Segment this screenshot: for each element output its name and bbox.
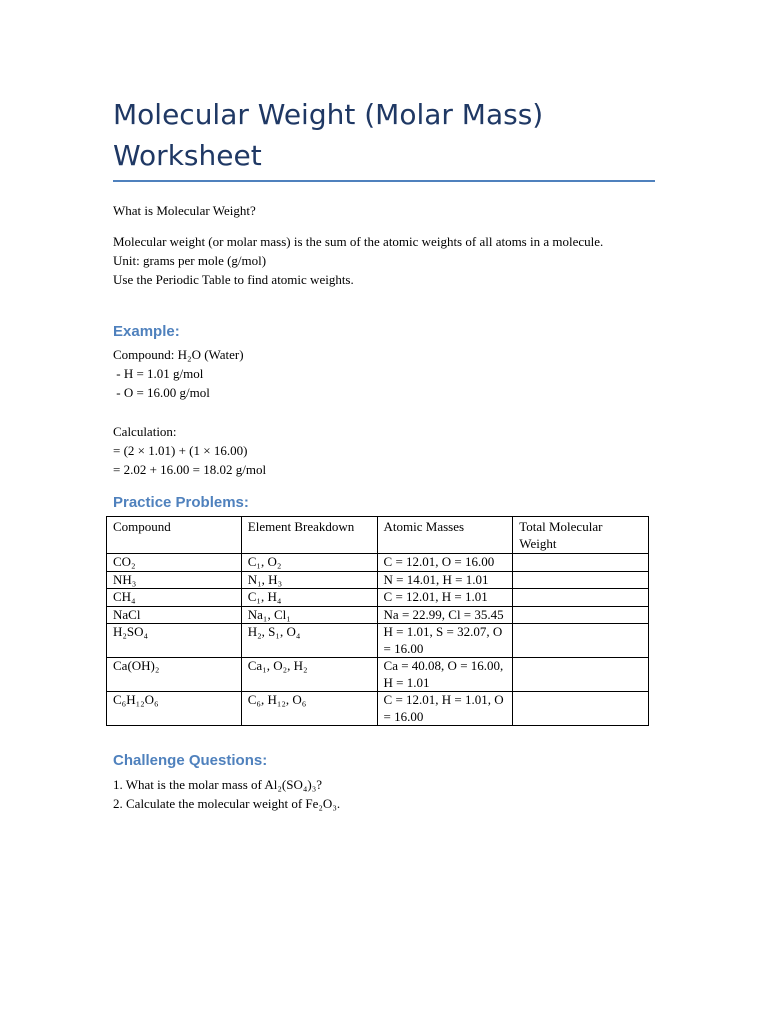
breakdown-cell: C₁, O₂ xyxy=(241,554,377,572)
masses-cell: N = 14.01, H = 1.01 xyxy=(377,571,513,589)
masses-cell: C = 12.01, H = 1.01, O = 16.00 xyxy=(377,692,513,726)
table-row xyxy=(107,589,649,607)
total-cell[interactable] xyxy=(513,606,649,624)
table-row xyxy=(107,658,649,692)
compound-cell: H₂SO₄ xyxy=(107,624,242,658)
compound-cell: NH₃ xyxy=(107,571,242,589)
practice-heading: Practice Problems: xyxy=(113,494,249,511)
masses-cell: Ca = 40.08, O = 16.00, H = 1.01 xyxy=(377,658,513,692)
example-block xyxy=(113,345,653,402)
example-heading: Example: xyxy=(113,323,180,340)
total-cell[interactable] xyxy=(513,571,649,589)
masses-cell: Na = 22.99, Cl = 35.45 xyxy=(377,606,513,624)
masses-cell: C = 12.01, H = 1.01 xyxy=(377,589,513,607)
column-header-compound: Compound xyxy=(107,517,242,554)
intro-line: Use the Periodic Table to find atomic weights. xyxy=(113,272,354,287)
breakdown-cell: C₆, H₁₂, O₆ xyxy=(241,692,377,726)
intro-line: Molecular weight (or molar mass) is the sum of the atomic weights of all atoms in a molecule. xyxy=(113,234,604,249)
table-row xyxy=(107,571,649,589)
compound-cell: Ca(OH)₂ xyxy=(107,658,242,692)
total-cell[interactable] xyxy=(513,624,649,658)
breakdown-cell: N₁, H₃ xyxy=(241,571,377,589)
table-header-row xyxy=(107,517,649,554)
example-line: - O = 16.00 g/mol xyxy=(113,385,210,400)
intro-line: Unit: grams per mole (g/mol) xyxy=(113,253,267,268)
table-row xyxy=(107,554,649,572)
calculation-block xyxy=(113,422,653,479)
compound-cell: C₆H₁₂O₆ xyxy=(107,692,242,726)
practice-table xyxy=(106,516,649,726)
challenge-question: 2. Calculate the molecular weight of Fe₂O₃. xyxy=(113,796,341,811)
table-row xyxy=(107,606,649,624)
calculation-line: = 2.02 + 16.00 = 18.02 g/mol xyxy=(113,462,267,477)
breakdown-cell: C₁, H₄ xyxy=(241,589,377,607)
compound-cell: CO₂ xyxy=(107,554,242,572)
breakdown-cell: H₂, S₁, O₄ xyxy=(241,624,377,658)
challenge-list xyxy=(113,775,653,813)
compound-cell: NaCl xyxy=(107,606,242,624)
intro-paragraph xyxy=(113,232,653,289)
column-header-masses: Atomic Masses xyxy=(377,517,513,554)
total-cell[interactable] xyxy=(513,692,649,726)
compound-cell: CH₄ xyxy=(107,589,242,607)
masses-cell: C = 12.01, O = 16.00 xyxy=(377,554,513,572)
table-row xyxy=(107,624,649,658)
intro-question: What is Molecular Weight? xyxy=(113,203,256,218)
total-cell[interactable] xyxy=(513,658,649,692)
challenge-question: 1. What is the molar mass of Al₂(SO₄)₃? xyxy=(113,777,323,792)
masses-cell: H = 1.01, S = 32.07, O = 16.00 xyxy=(377,624,513,658)
title-divider xyxy=(113,180,655,182)
breakdown-cell: Ca₁, O₂, H₂ xyxy=(241,658,377,692)
calculation-line: Calculation: xyxy=(113,424,177,439)
challenge-heading: Challenge Questions: xyxy=(113,752,268,769)
example-line: Compound: H₂O (Water) xyxy=(113,347,244,362)
column-header-total: Total Molecular Weight xyxy=(513,517,649,554)
example-line: - H = 1.01 g/mol xyxy=(113,366,204,381)
table-row xyxy=(107,692,649,726)
breakdown-cell: Na₁, Cl₁ xyxy=(241,606,377,624)
total-cell[interactable] xyxy=(513,554,649,572)
column-header-breakdown: Element Breakdown xyxy=(241,517,377,554)
page-title: Molecular Weight (Molar Mass) Worksheet xyxy=(113,98,544,172)
calculation-line: = (2 × 1.01) + (1 × 16.00) xyxy=(113,443,248,458)
total-cell[interactable] xyxy=(513,589,649,607)
